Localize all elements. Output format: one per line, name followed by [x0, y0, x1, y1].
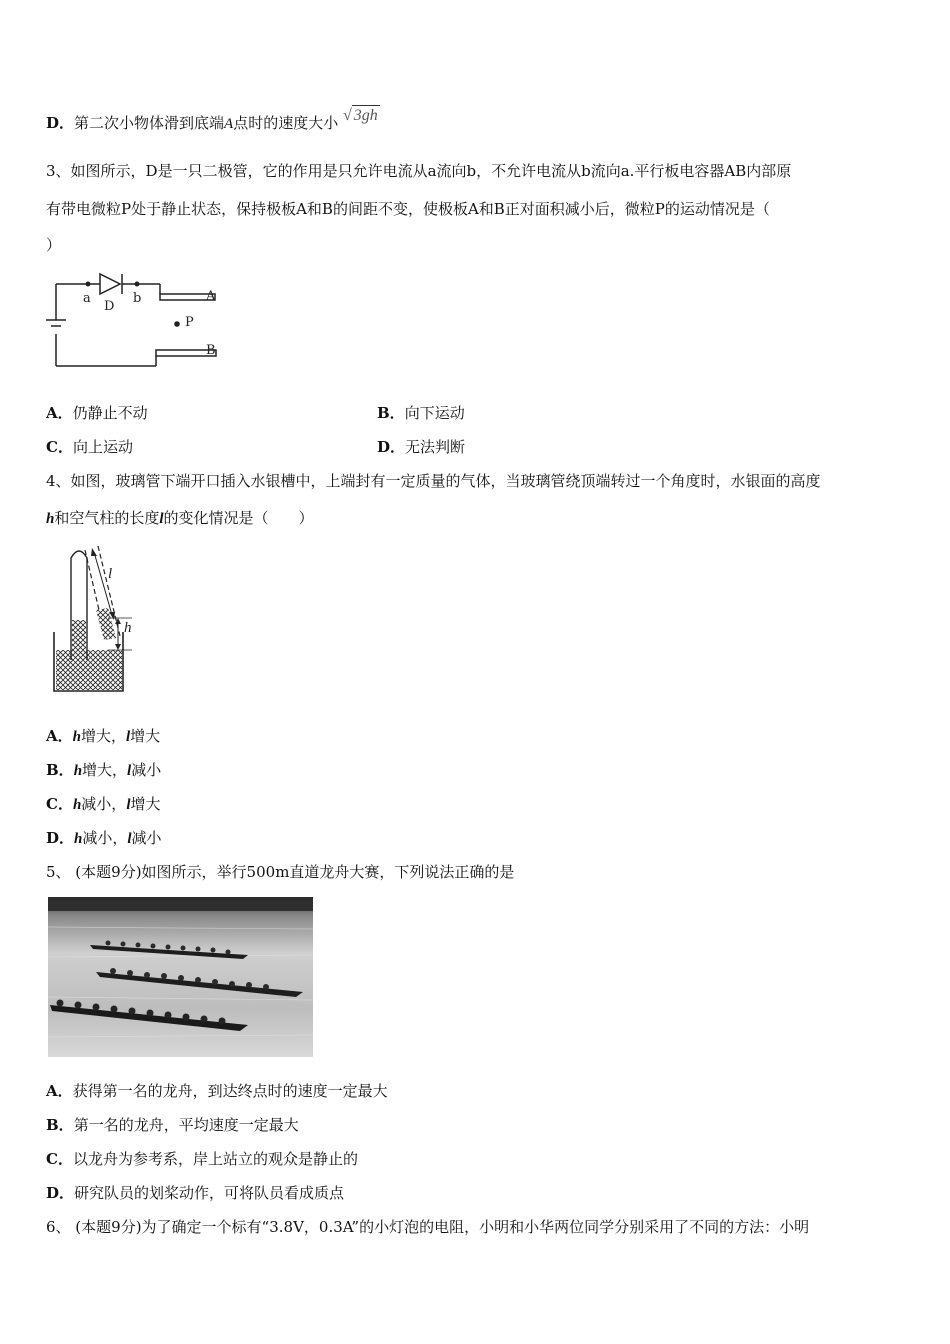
variable-h: h [74, 831, 83, 847]
option-text: 向上运动 [72, 438, 133, 456]
q5-stem-line1: 5、 (本题9分)如图所示，举行500m直道龙舟大赛，下列说法正确的是 [46, 863, 515, 881]
option-text: 研究队员的划桨动作，可将队员看成质点 [74, 1184, 345, 1202]
q6-stem-line1: 6、 (本题9分)为了确定一个标有“3.8V，0.3A”的小灯泡的电阻，小明和小华两位同学分别采用了不同的方法：小明 [46, 1218, 810, 1236]
q4-option-b [46, 760, 161, 781]
q5-option-b [46, 1115, 299, 1135]
option-text: 以龙舟为参考系，岸上站立的观众是静止的 [72, 1150, 358, 1168]
label-a: a [83, 291, 91, 306]
node-a [86, 282, 91, 287]
option-text: 获得第一名的龙舟，到达终点时的速度一定最大 [72, 1082, 388, 1100]
option-text: 仍静止不动 [72, 404, 148, 422]
q3-stem-line1: 3、如图所示，D是一只二极管，它的作用是只允许电流从a流向b，不允许电流从b流向a.平行板电容器AB内部原 [46, 162, 792, 180]
q3-stem-line3: ） [46, 236, 62, 254]
option-letter: C． [46, 795, 73, 813]
q3-option-b [377, 403, 465, 423]
option-letter: A． [46, 727, 73, 745]
option-text: 第二次小物体滑到底端 [74, 114, 225, 132]
dragon-boat-photo [48, 897, 313, 1057]
option-text: 第一名的龙舟，平均速度一定最大 [73, 1116, 299, 1134]
option-letter: C． [46, 438, 73, 456]
option-text: 增大， [82, 761, 128, 779]
option-letter: B． [46, 761, 74, 779]
label-plate-a: A [206, 289, 216, 304]
q3-option-c [46, 437, 133, 457]
variable-h: h [73, 763, 83, 779]
node-b [135, 282, 140, 287]
mercury-tube-diagram [48, 540, 148, 698]
variable-l: l [127, 831, 132, 847]
option-text: 减小， [81, 795, 127, 813]
label-d: D [104, 299, 115, 314]
option-letter: A． [46, 1082, 73, 1100]
q4-option-c [46, 794, 161, 815]
option-letter: D． [46, 829, 75, 847]
stem-text-end: 的变化情况是（ ） [163, 509, 314, 527]
q5-option-d [46, 1183, 344, 1203]
option-letter: D． [377, 438, 406, 456]
q4-option-a [46, 726, 160, 747]
option-text-2: 增大 [130, 727, 161, 745]
q3-stem-line2: 有带电微粒P处于静止状态，保持极板A和B的间距不变，使极板A和B正对面积减小后，微粒P的运动情况是（ [46, 200, 770, 218]
stem-text: 和空气柱的长度 [54, 509, 160, 527]
option-text: 向下运动 [404, 404, 465, 422]
variable-h: h [72, 797, 82, 813]
label-l: l [108, 566, 113, 582]
variable-a: A [224, 116, 234, 132]
variable-l: l [159, 511, 164, 527]
option-text-2: 减小 [131, 761, 162, 779]
q2-option-d [46, 107, 380, 134]
option-letter: D． [46, 114, 75, 132]
label-h: h [124, 620, 132, 636]
variable-l: l [127, 763, 132, 779]
variable-h: h [46, 511, 55, 527]
q5-option-a [46, 1081, 388, 1101]
label-p: P [185, 315, 194, 330]
option-text: 减小， [82, 829, 128, 847]
q4-option-d [46, 828, 162, 849]
label-plate-b: B [206, 343, 216, 358]
variable-l: l [126, 729, 131, 745]
q3-option-d [377, 437, 465, 457]
option-text: 无法判断 [405, 438, 466, 456]
sqrt-formula: √ 3gh [343, 107, 378, 124]
option-text-2: 点时的速度大小 [233, 114, 339, 132]
q4-stem-line1: 4、如图，玻璃管下端开口插入水银槽中，上端封有一定质量的气体，当玻璃管绕顶端转过一个角度时，水银面的高度 [46, 472, 821, 490]
radicand: 3gh [353, 107, 378, 124]
option-letter: B． [46, 1116, 74, 1134]
variable-l: l [126, 797, 131, 813]
variable-h: h [72, 729, 81, 745]
option-letter: C． [46, 1150, 73, 1168]
option-text-2: 增大 [130, 795, 161, 813]
circuit-diagram [40, 262, 240, 377]
q5-option-c [46, 1149, 358, 1169]
option-text: 增大， [80, 727, 126, 745]
option-letter: D． [46, 1184, 75, 1202]
option-letter: A． [46, 404, 73, 422]
q3-option-a [46, 403, 148, 423]
particle-p [174, 321, 180, 327]
option-text-2: 减小 [131, 829, 162, 847]
q4-stem-line2 [46, 508, 314, 529]
option-letter: B． [377, 404, 405, 422]
label-b: b [133, 291, 142, 306]
